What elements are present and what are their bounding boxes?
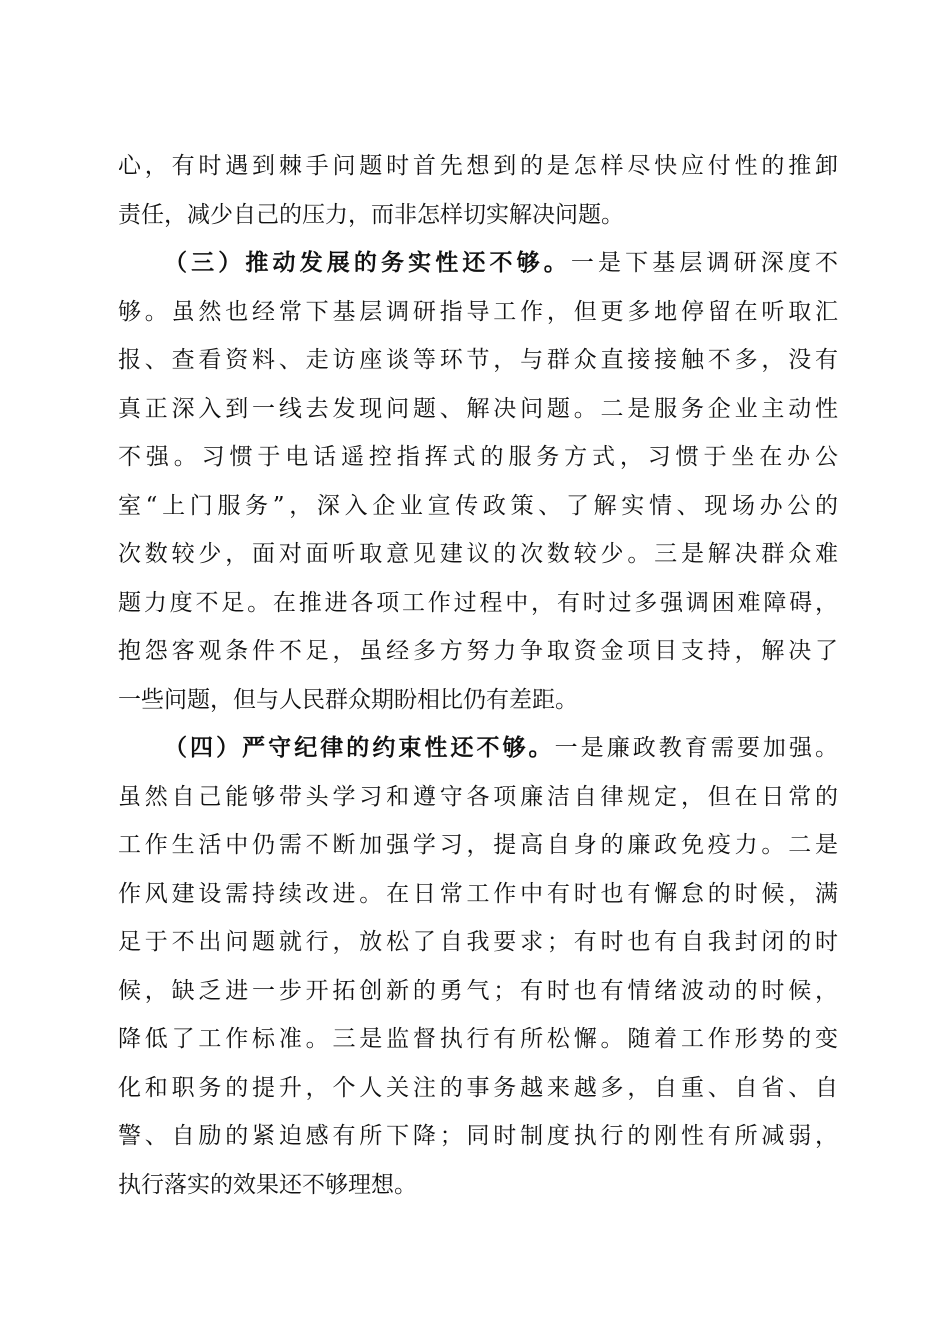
text-line: 作风建设需持续改进。在日常工作中有时也有懈怠的时候，满 [118,880,838,907]
text-line: 执行落实的效果还不够理想。 [118,1171,417,1198]
text-line: 足于不出问题就行，放松了自我要求；有时也有自我封闭的时 [118,929,838,955]
text-line: 题力度不足。在推进各项工作过程中，有时过多强调困难障碍， [118,589,838,616]
text-line: 次数较少，面对面听取意见建议的次数较少。三是解决群众难 [118,541,838,567]
paragraph-first-line [118,239,838,288]
text-line: 责任，减少自己的压力，而非怎样切实解决问题。 [118,201,624,228]
text-line: 心，有时遇到棘手问题时首先想到的是怎样尽快应付性的推卸 [118,153,838,179]
text-line: 真正深入到一线去发现问题、解决问题。二是服务企业主动性 [118,395,838,422]
paragraph-first-line [118,724,838,773]
section-heading: （四）严守纪律的约束性还不够。 [164,735,555,761]
text-line: 化和职务的提升，个人关注的事务越来越多，自重、自省、自 [118,1074,838,1101]
document-body [118,142,838,1209]
section-heading: （三）推动发展的务实性还不够。 [164,250,571,276]
text-line: 够。虽然也经常下基层调研指导工作，但更多地停留在听取汇 [118,298,838,325]
text-segment: 一是下基层调研深度不 [570,250,838,276]
paragraph-section-3 [118,239,838,724]
text-line: 一些问题，但与人民群众期盼相比仍有差距。 [118,686,578,713]
text-line: 工作生活中仍需不断加强学习，提高自身的廉政免疫力。二是 [118,832,838,858]
text-line: 警、自励的紧迫感有所下降；同时制度执行的刚性有所减弱， [118,1123,838,1149]
paragraph-section-4 [118,724,838,1209]
text-line: 报、查看资料、走访座谈等环节，与群众直接接触不多，没有 [118,347,838,373]
text-line: 抱怨客观条件不足，虽经多方努力争取资金项目支持，解决了 [118,638,838,664]
text-line: 不强。习惯于电话遥控指挥式的服务方式，习惯于坐在办公 [118,444,838,470]
paragraph-continued [118,142,838,239]
text-line: 候，缺乏进一步开拓创新的勇气；有时也有情绪波动的时候， [118,977,838,1004]
text-line: 降低了工作标准。三是监督执行有所松懈。随着工作形势的变 [118,1026,838,1052]
text-line: 虽然自己能够带头学习和遵守各项廉洁自律规定，但在日常的 [118,783,838,810]
text-segment: 一是廉政教育需要加强。 [554,735,839,761]
text-line: 室“上门服务”，深入企业宣传政策、了解实情、现场办公的 [118,492,838,519]
